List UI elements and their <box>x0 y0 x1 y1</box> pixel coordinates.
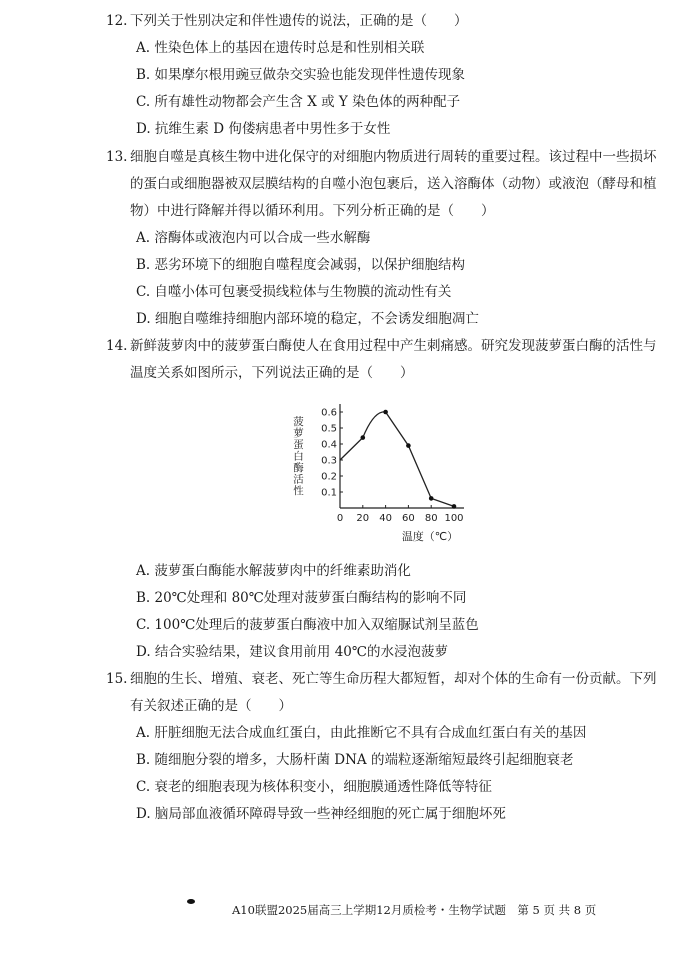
option-b: B. 20℃处理和 80℃处理对菠萝蛋白酶结构的影响不同 <box>136 590 467 606</box>
y-tick-label: 0.1 <box>321 487 337 499</box>
question-stem-line-2: 温度关系如图所示，下列说法正确的是（ ） <box>130 365 414 381</box>
x-tick-label: 20 <box>356 513 370 524</box>
x-tick-label: 100 <box>444 513 464 524</box>
y-tick-label: 0.4 <box>321 439 337 451</box>
option-a: A. 肝脏细胞无法合成血红蛋白，由此推断它不具有合成血红蛋白有关的基因 <box>136 725 587 741</box>
y-tick-label: 0.2 <box>321 471 337 483</box>
x-tick-label: 80 <box>424 513 438 524</box>
activity-curve <box>340 412 454 507</box>
footer-mark <box>187 899 195 904</box>
x-tick-label: 40 <box>379 513 392 524</box>
option-a: A. 性染色体上的基因在遗传时总是和性别相关联 <box>136 40 425 56</box>
option-d: D. 结合实验结果，建议食用前用 40℃的水浸泡菠萝 <box>136 644 448 660</box>
question-stem-line-1: 细胞的生长、增殖、衰老、死亡等生命历程大都短暂，却对个体的生命有一份贡献。下列 <box>130 671 657 687</box>
x-axis-label: 温度（℃） <box>401 530 459 543</box>
option-d: D. 细胞自噬维持细胞内部环境的稳定，不会诱发细胞凋亡 <box>136 311 479 327</box>
option-a: A. 菠萝蛋白酶能水解菠萝肉中的纤维素助消化 <box>136 563 411 579</box>
page-footer: A10联盟2025届高三上学期12月质检考・生物学试题 第 5 页 共 8 页 <box>232 903 597 917</box>
question-number: 13. <box>106 149 128 165</box>
x-tick-label: 0 <box>336 513 344 524</box>
enzyme-activity-chart <box>284 400 504 550</box>
option-b: B. 随细胞分裂的增多，大肠杆菌 DNA 的端粒逐渐缩短最终引起细胞衰老 <box>136 752 574 768</box>
question-stem-line-3: 物）中进行降解并得以循环利用。下列分析正确的是（ ） <box>130 203 495 219</box>
option-c: C. 自噬小体可包裹受损线粒体与生物膜的流动性有关 <box>136 284 452 300</box>
y-tick-label: 0.6 <box>321 407 337 419</box>
question-number: 14. <box>106 338 128 354</box>
data-point <box>429 496 434 501</box>
question-number: 12. <box>106 13 128 29</box>
option-d: D. 抗维生素 D 佝偻病患者中男性多于女性 <box>136 121 391 137</box>
x-tick-label: 60 <box>402 513 415 524</box>
question-stem: 下列关于性别决定和伴性遗传的说法，正确的是（ ） <box>130 13 468 29</box>
y-tick-label: 0.5 <box>321 423 337 435</box>
question-stem-line-1: 新鲜菠萝肉中的菠萝蛋白酶使人在食用过程中产生刺痛感。研究发现菠萝蛋白酶的活性与 <box>130 338 657 354</box>
y-tick-label: 0.3 <box>321 455 337 467</box>
option-a: A. 溶酶体或液泡内可以合成一些水解酶 <box>136 230 371 246</box>
option-b: B. 如果摩尔根用豌豆做杂交实验也能发现伴性遗传现象 <box>136 67 466 83</box>
option-d: D. 脑局部血液循环障碍导致一些神经细胞的死亡属于细胞坏死 <box>136 806 506 822</box>
data-point <box>383 410 388 415</box>
option-c: C. 所有雄性动物都会产生含 X 或 Y 染色体的两种配子 <box>136 94 461 110</box>
data-point <box>361 435 366 440</box>
data-point <box>452 504 457 509</box>
question-stem-line-2: 的蛋白或细胞器被双层膜结构的自噬小泡包裹后，送入溶酶体（动物）或液泡（酵母和植 <box>130 176 657 192</box>
data-point <box>406 443 411 448</box>
option-b: B. 恶劣环境下的细胞自噬程度会减弱，以保护细胞结构 <box>136 257 466 273</box>
option-c: C. 100℃处理后的菠萝蛋白酶液中加入双缩脲试剂呈蓝色 <box>136 617 479 633</box>
y-axis-label: 菠萝蛋白酶活性 <box>292 415 304 497</box>
question-number: 15. <box>106 671 128 687</box>
option-c: C. 衰老的细胞表现为核体积变小，细胞膜通透性降低等特征 <box>136 779 492 795</box>
question-stem-line-1: 细胞自噬是真核生物中进化保守的对细胞内物质进行周转的重要过程。该过程中一些损坏 <box>130 149 657 165</box>
question-stem-line-2: 有关叙述正确的是（ ） <box>130 698 292 714</box>
